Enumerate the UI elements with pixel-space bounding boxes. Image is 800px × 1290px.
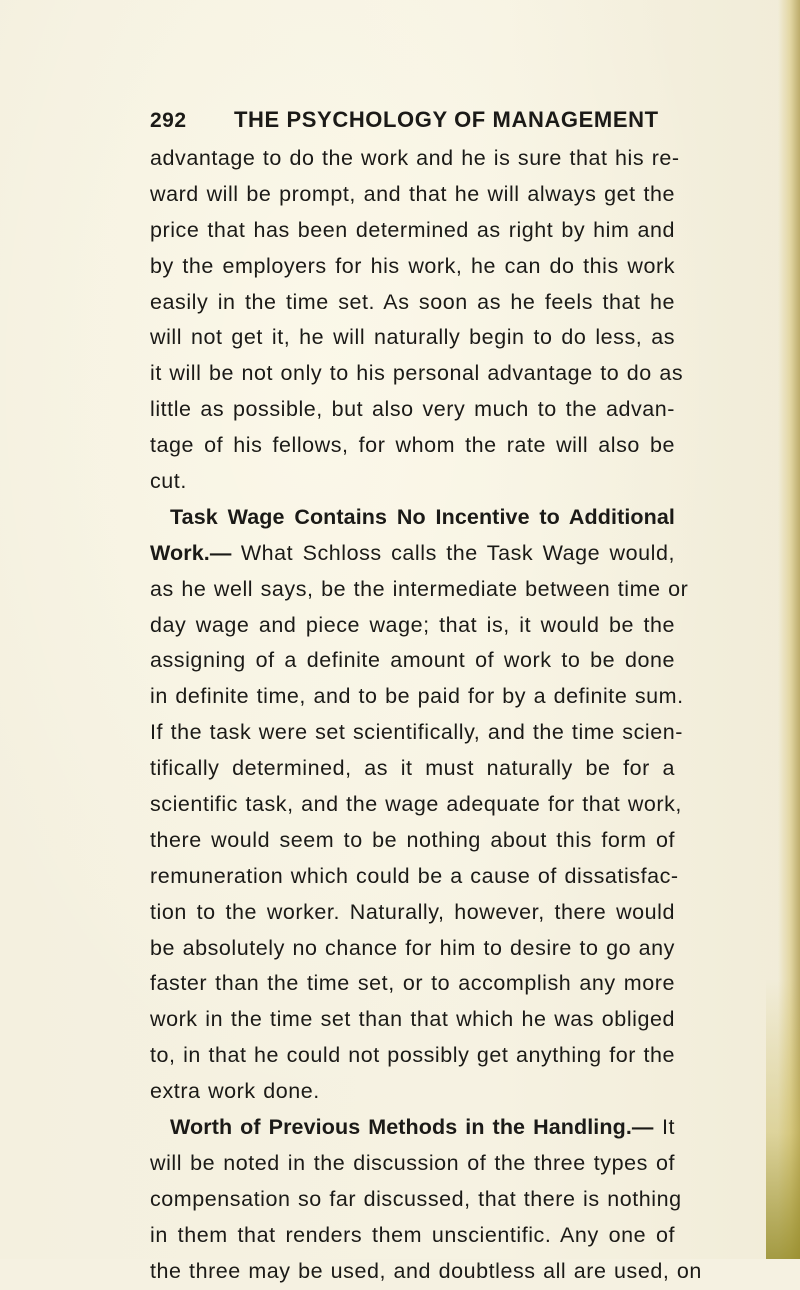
- text-run: It: [653, 1115, 676, 1140]
- text-line: in them that renders them unscientific. Any one of: [150, 1222, 675, 1247]
- text-line: in definite time, and to be paid for by a definite sum.: [150, 684, 684, 709]
- text-line: tifically determined, as it must naturally be for a: [150, 756, 675, 781]
- text-line: little as possible, but also very much to the advan-: [150, 397, 675, 422]
- text-line: tage of his fellows, for whom the rate will also be: [150, 433, 675, 458]
- text-line: ward will be prompt, and that he will always get the: [150, 181, 675, 206]
- text-line: work in the time set than that which he was obliged: [150, 1007, 675, 1032]
- text-line: advantage to do the work and he is sure that his re-: [150, 146, 680, 170]
- running-head: THE PSYCHOLOGY OF MANAGEMENT: [234, 107, 659, 132]
- text-line: [150, 536, 675, 572]
- text-line: remuneration which could be a cause of dissatisfac-: [150, 863, 679, 888]
- text-line: be absolutely no chance for him to desire to go any: [150, 935, 675, 960]
- text-line: it will be not only to his personal advantage to do as: [150, 361, 684, 386]
- text-line: there would seem to be nothing about this form of: [150, 827, 675, 852]
- section-heading-text: Work.—: [150, 540, 232, 565]
- text-line: easily in the time set. As soon as he feels that he: [150, 289, 675, 314]
- section-heading-text: Task Wage Contains No Incentive to Additional: [170, 504, 675, 529]
- text-line: to, in that he could not possibly get anything for the: [150, 1043, 675, 1068]
- text-line: compensation so far discussed, that there is nothing: [150, 1186, 682, 1211]
- text-line: will not get it, he will naturally begin to do less, as: [150, 325, 675, 350]
- text-line: as he well says, be the intermediate between time or: [150, 576, 689, 601]
- text-line: day wage and piece wage; that is, it would be the: [150, 612, 675, 637]
- text-line: by the employers for his work, he can do this work: [150, 253, 675, 278]
- page-number: 292: [150, 109, 187, 132]
- page-header: [150, 103, 670, 137]
- text-line: scientific task, and the wage adequate for that work,: [150, 792, 682, 817]
- text-line: extra work done.: [150, 1079, 320, 1104]
- section-heading-text: Worth of Previous Methods in the Handling.—: [170, 1115, 654, 1140]
- body-text: [150, 141, 702, 1290]
- text-line: price that has been determined as right by him and: [150, 217, 675, 242]
- text-line: will be noted in the discussion of the three types of: [150, 1150, 675, 1175]
- section-heading: [150, 1110, 675, 1146]
- text-line: tion to the worker. Naturally, however, there would: [150, 899, 675, 924]
- text-run: What Schloss calls the Task Wage would,: [231, 540, 675, 565]
- section-heading: [150, 500, 675, 536]
- text-line: assigning of a definite amount of work to be done: [150, 648, 675, 673]
- text-line: cut.: [150, 469, 187, 494]
- text-line: faster than the time set, or to accomplish any more: [150, 971, 675, 996]
- page-corner-discoloration: [766, 979, 800, 1259]
- text-line: If the task were set scientifically, and the time scien-: [150, 720, 683, 745]
- text-line: the three may be used, and doubtless all are used, on: [150, 1258, 702, 1283]
